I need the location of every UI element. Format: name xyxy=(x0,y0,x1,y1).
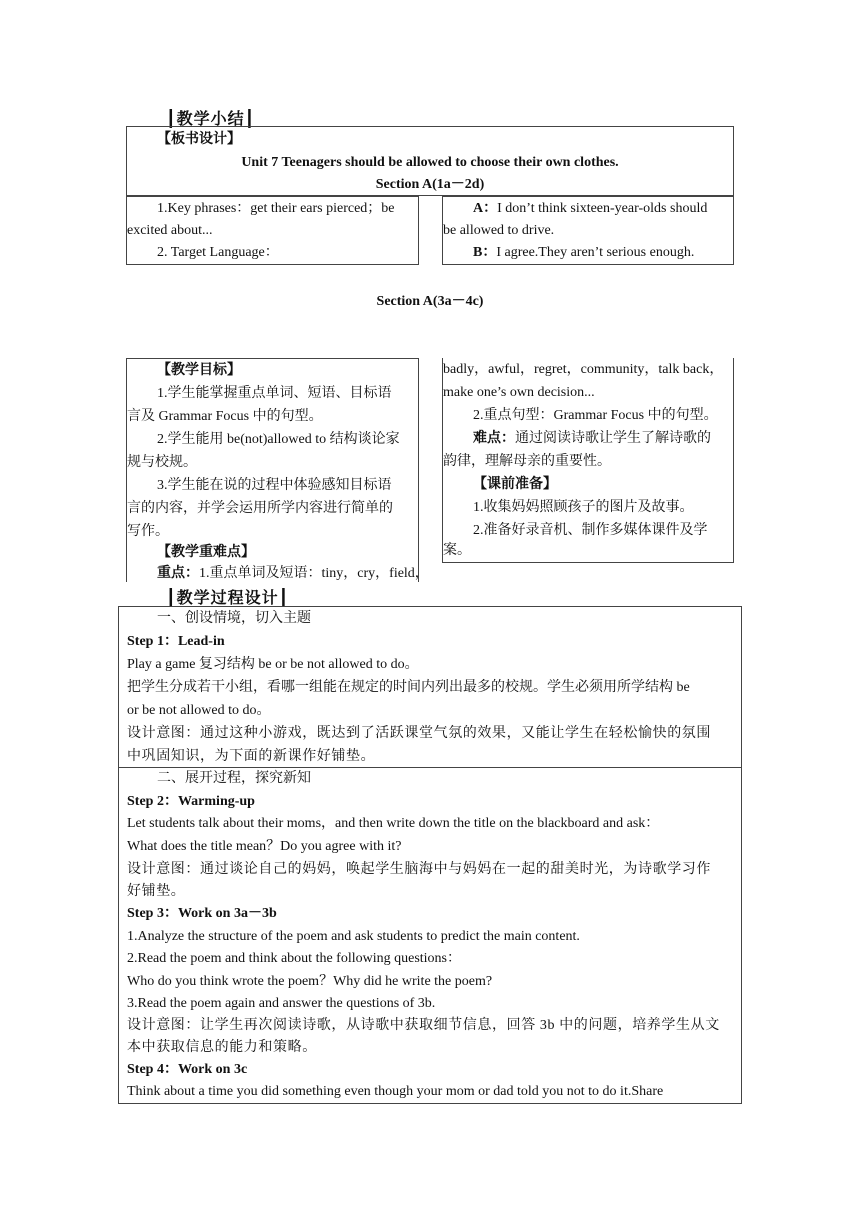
objective-line: 2.学生能用 be(not)allowed to 结构谈论家 xyxy=(157,432,400,447)
vocab-line: badly，awful，regret，community，talk back， xyxy=(443,362,724,377)
difficulty-line: 韵律，理解母亲的重要性。 xyxy=(443,454,611,469)
vocab-line: make one’s own decision... xyxy=(443,385,595,400)
objectives-title: 【教学目标】 xyxy=(157,363,241,378)
process-box xyxy=(118,606,742,1104)
step4-line: Think about a time you did something even though your mom or dad told you not to do it.Share xyxy=(127,1084,664,1099)
step3-line: 1.Analyze the structure of the poem and ask students to predict the main content. xyxy=(127,929,580,944)
section-a1-title: Section A(1a－2d) xyxy=(375,177,485,192)
design-intent-line: 设计意图：通过这种小游戏，既达到了活跃课堂气氛的效果，又能让学生在轻松愉快的氛围 xyxy=(127,726,711,741)
objective-line: 规与校规。 xyxy=(127,455,197,470)
preparation-line: 2.准备好录音机、制作多媒体课件及学 xyxy=(473,523,708,538)
difficulty-label: 难点： xyxy=(473,431,515,446)
key-phrases-line: 1.Key phrases：get their ears pierced；be xyxy=(157,201,395,216)
preparation-box xyxy=(442,358,734,563)
step2-title: Step 2：Warming-up xyxy=(127,794,255,809)
design-intent-line: 设计意图：通过谈论自己的妈妈，唤起学生脑海中与妈妈在一起的甜美时光，为诗歌学习作 xyxy=(127,862,711,877)
design-intent-line: 本中获取信息的能力和策略。 xyxy=(127,1040,317,1055)
step3-line: Who do you think wrote the poem？Why did he write the poem? xyxy=(127,974,493,989)
step1-line: Play a game 复习结构 be or be not allowed to do。 xyxy=(127,657,419,672)
section-a2-title: Section A(3a－4c) xyxy=(376,294,484,309)
step2-line: What does the title mean？Do you agree with it? xyxy=(127,839,402,854)
objective-line: 3.学生能在说的过程中体验感知目标语 xyxy=(157,478,392,493)
preparation-line: 案。 xyxy=(443,543,471,558)
step1-title: Step 1：Lead-in xyxy=(127,634,225,649)
part-divider xyxy=(119,767,741,768)
board-design-box xyxy=(126,126,734,196)
key-label: 重点： xyxy=(157,566,199,581)
part1-title: 一、创设情境，切入主题 xyxy=(157,611,311,626)
key-phrases-line: excited about... xyxy=(127,223,213,238)
key-sentence-line: 2.重点句型：Grammar Focus 中的句型。 xyxy=(473,408,718,423)
objective-line: 写作。 xyxy=(127,524,169,539)
dialogue-line-b: B：I agree.They aren’t serious enough. xyxy=(473,245,695,260)
design-intent-line: 好铺垫。 xyxy=(127,884,186,899)
key-difficult-title: 【教学重难点】 xyxy=(157,545,255,560)
dialogue-box xyxy=(442,196,734,265)
difficulty-line: 难点：通过阅读诗歌让学生了解诗歌的 xyxy=(473,431,711,446)
process-heading: ┃教学过程设计┃ xyxy=(166,590,290,607)
dialogue-line-a-cont: be allowed to drive. xyxy=(443,223,555,238)
step2-line: Let students talk about their moms，and then write down the title on the blackboard and ask： xyxy=(127,816,660,831)
objectives-box xyxy=(126,358,429,582)
step3-title: Step 3：Work on 3a－3b xyxy=(127,906,277,921)
step4-title: Step 4：Work on 3c xyxy=(127,1062,248,1077)
dialogue-line-a: A：I don’t think sixteen-year-olds should xyxy=(473,201,708,216)
design-intent-line: 设计意图：让学生再次阅读诗歌，从诗歌中获取细节信息，回答 3b 中的问题，培养学生从文 xyxy=(127,1018,720,1033)
summary-heading: ┃教学小结┃ xyxy=(166,111,256,128)
objective-line: 言及 Grammar Focus 中的句型。 xyxy=(127,409,323,424)
preparation-line: 1.收集妈妈照顾孩子的图片及故事。 xyxy=(473,500,694,515)
key-points-line: 重点：1.重点单词及短语：tiny，cry，field， xyxy=(157,566,429,581)
objective-line: 言的内容，并学会运用所学内容进行简单的 xyxy=(127,501,393,516)
preparation-title: 【课前准备】 xyxy=(473,477,557,492)
objective-line: 1.学生能掌握重点单词、短语、目标语 xyxy=(157,386,392,401)
board-title: 【板书设计】 xyxy=(157,132,241,147)
part2-title: 二、展开过程，探究新知 xyxy=(157,771,311,786)
step1-line: 把学生分成若干小组，看哪一组能在规定的时间内列出最多的校规。学生必须用所学结构 be xyxy=(127,680,690,695)
target-language-line: 2. Target Language： xyxy=(157,245,279,260)
step1-line: or be not allowed to do。 xyxy=(127,703,271,718)
speaker-b-label: B： xyxy=(473,245,497,260)
key-phrases-box xyxy=(126,196,419,265)
step3-line: 2.Read the poem and think about the following questions： xyxy=(127,951,462,966)
design-intent-line: 中巩固知识，为下面的新课作好铺垫。 xyxy=(127,749,376,764)
step3-line: 3.Read the poem again and answer the questions of 3b. xyxy=(127,996,436,1011)
unit-title: Unit 7 Teenagers should be allowed to choose their own clothes. xyxy=(241,155,619,170)
speaker-a-label: A： xyxy=(473,201,498,216)
